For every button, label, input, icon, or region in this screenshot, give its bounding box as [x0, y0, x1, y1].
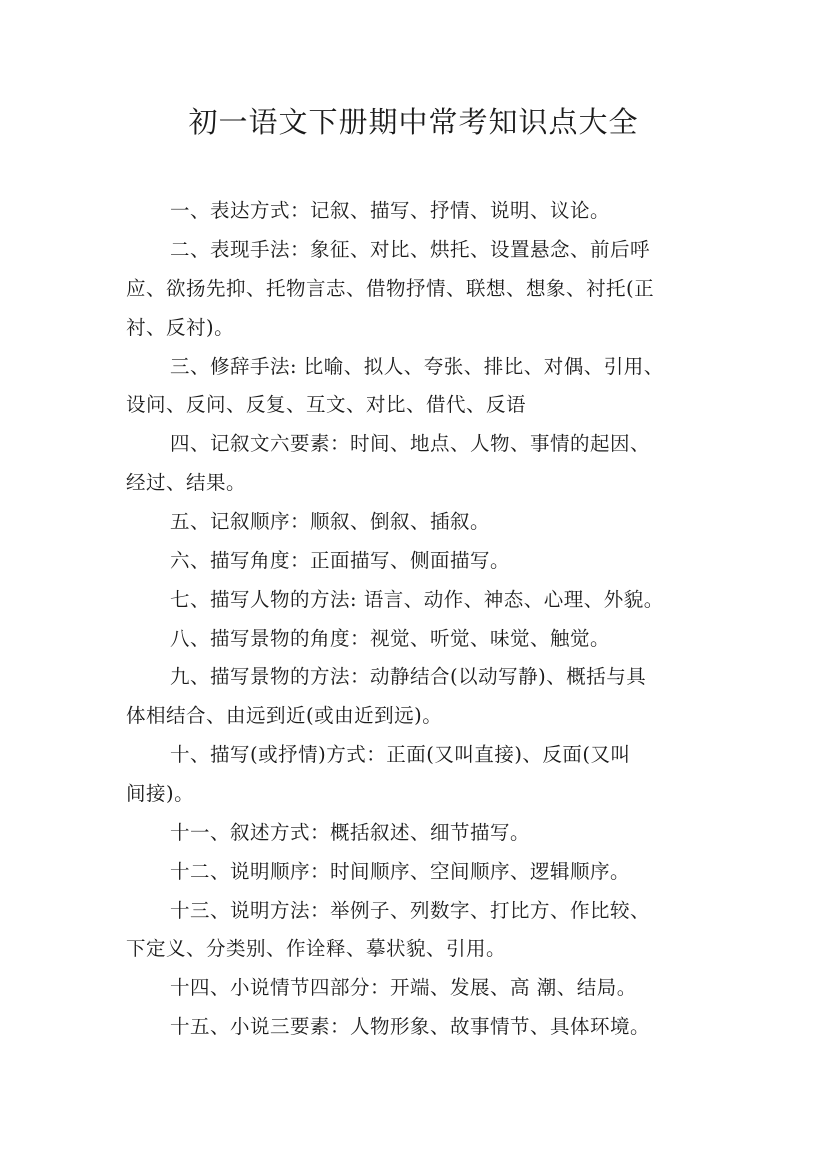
paragraph-7-line-1: 七、描写人物的方法: 语言、动作、神态、心理、外貌。: [170, 588, 664, 611]
paragraph-10-line-2: 间接)。: [126, 782, 195, 805]
page-title: 初一语文下册期中常考知识点大全: [188, 105, 639, 139]
paragraph-1-line-1: 一、表达方式：记叙、描写、抒情、说明、议论。: [170, 199, 611, 222]
paragraph-13-line-1: 十三、说明方法：举例子、列数字、打比方、作比较、: [170, 899, 651, 922]
paragraph-5-line-1: 五、记叙顺序：顺叙、倒叙、插叙。: [170, 510, 491, 533]
paragraph-4-line-1: 四、记叙文六要素：时间、地点、人物、事情的起因、: [170, 432, 651, 455]
paragraph-2-line-3: 衬、反衬)。: [126, 316, 235, 339]
paragraph-2-line-1: 二、表现手法：象征、对比、烘托、设置悬念、前后呼: [170, 238, 651, 261]
paragraph-14-line-1: 十四、小说情节四部分：开端、发展、高 潮、结局。: [170, 976, 637, 999]
paragraph-12-line-1: 十二、说明顺序：时间顺序、空间顺序、逻辑顺序。: [170, 860, 631, 883]
paragraph-3-line-1: 三、修辞手法: 比喻、拟人、夸张、排比、对偶、引用、: [170, 355, 664, 378]
paragraph-9-line-1: 九、描写景物的方法：动静结合(以动写静)、概括与具: [170, 665, 647, 688]
paragraph-15-line-1: 十五、小说三要素：人物形象、故事情节、具体环境。: [170, 1015, 651, 1038]
paragraph-11-line-1: 十一、叙述方式：概括叙述、细节描写。: [170, 821, 531, 844]
paragraph-10-line-1: 十、描写(或抒情)方式：正面(又叫直接)、反面(又叫: [170, 743, 631, 766]
paragraph-4-line-2: 经过、结果。: [126, 471, 247, 494]
paragraph-13-line-2: 下定义、分类别、作诠释、摹状貌、引用。: [126, 937, 507, 960]
paragraph-3-line-2: 设问、反问、反复、互文、对比、借代、反语: [126, 393, 527, 416]
paragraph-9-line-2: 体相结合、由远到近(或由近到远)。: [126, 704, 443, 727]
paragraph-2-line-2: 应、欲扬先抑、托物言志、借物抒情、联想、想象、衬托(正: [126, 277, 655, 300]
paragraph-8-line-1: 八、描写景物的角度：视觉、听觉、味觉、触觉。: [170, 627, 611, 650]
paragraph-6-line-1: 六、描写角度：正面描写、侧面描写。: [170, 549, 511, 572]
